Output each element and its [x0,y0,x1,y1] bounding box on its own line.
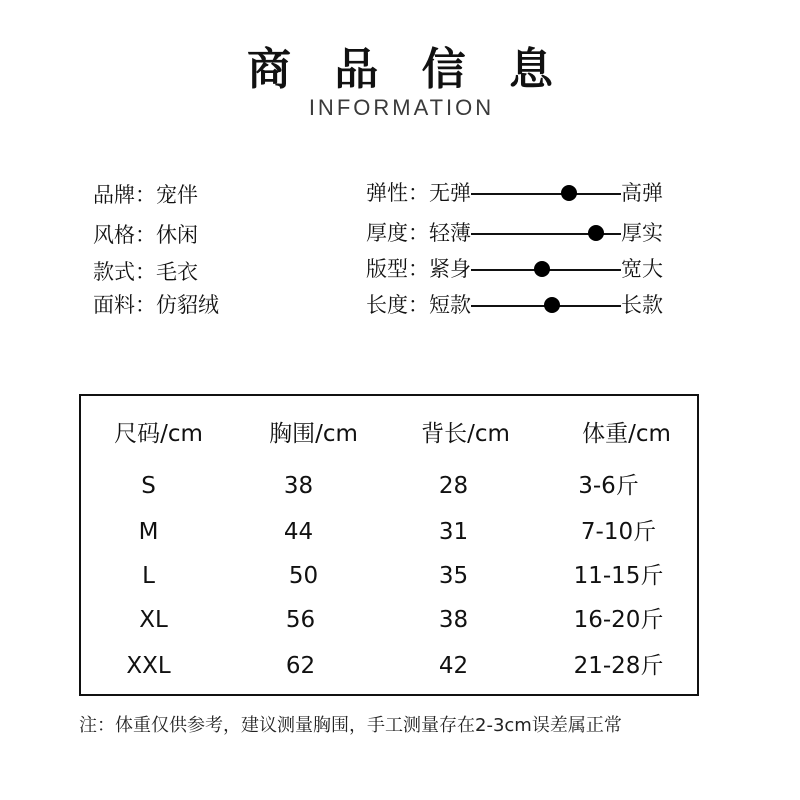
table-cell-chest: 56 [285,607,316,633]
table-cell-size: XL [139,607,168,633]
info-value: 休闲 [156,223,198,247]
attr-label: 弹性： [366,181,429,205]
table-cell-size: XXL [126,653,171,679]
table-cell-chest: 44 [283,519,314,545]
table-header-back-length: 背长/cm [421,421,510,447]
thickness-scale [471,218,621,248]
attr-min-label: 短款 [429,293,471,317]
info-style [93,220,198,250]
table-cell-back-length: 28 [438,473,469,499]
table-header-weight: 体重/cm [582,421,671,447]
info-material [93,290,219,320]
size-table [79,394,699,696]
info-brand [93,180,198,210]
page-subtitle: INFORMATION [308,95,495,120]
attr-label: 长度： [366,293,429,317]
attr-label: 版型： [366,257,429,281]
table-cell-weight: 7-10斤 [580,519,657,545]
info-label: 品牌： [93,183,156,207]
table-cell-back-length: 31 [438,519,469,545]
table-cell-weight: 3-6斤 [578,473,639,499]
attr-elasticity [366,178,663,208]
table-cell-weight: 21-28斤 [573,653,664,679]
table-cell-weight: 11-15斤 [573,563,664,589]
attr-max-label: 宽大 [621,257,663,281]
table-header-chest: 胸围/cm [269,421,358,447]
info-label: 款式： [93,260,156,284]
attr-thickness [366,218,663,248]
info-label: 风格： [93,223,156,247]
info-label: 面料： [93,293,156,317]
attr-min-label: 无弹 [429,181,471,205]
info-type [93,257,198,287]
info-value: 宠伴 [156,183,198,207]
attr-min-label: 轻薄 [429,221,471,245]
table-cell-back-length: 38 [438,607,469,633]
table-header-size: 尺码/cm [114,421,203,447]
table-cell-size: S [141,473,156,499]
fit-scale [471,254,621,284]
attr-max-label: 厚实 [621,221,663,245]
scale-marker [588,225,604,241]
scale-line [471,193,621,195]
table-cell-back-length: 35 [438,563,469,589]
scale-marker [544,297,560,313]
info-value: 仿貂绒 [156,293,219,317]
attr-fit [366,254,663,284]
attr-min-label: 紧身 [429,257,471,281]
attr-length [366,290,663,320]
table-cell-chest: 38 [283,473,314,499]
table-cell-chest: 62 [285,653,316,679]
table-cell-chest: 50 [288,563,319,589]
page-title: 商 品 信 息 [247,44,567,95]
table-cell-size: L [142,563,155,589]
attr-max-label: 长款 [621,293,663,317]
scale-marker [561,185,577,201]
scale-marker [534,261,550,277]
table-cell-back-length: 42 [438,653,469,679]
footnote: 注：体重仅供参考，建议测量胸围，手工测量存在2-3cm误差属正常 [79,715,622,736]
elasticity-scale [471,178,621,208]
table-cell-weight: 16-20斤 [573,607,664,633]
table-cell-size: M [138,519,159,545]
attr-label: 厚度： [366,221,429,245]
attr-max-label: 高弹 [621,181,663,205]
info-value: 毛衣 [156,260,198,284]
length-scale [471,290,621,320]
